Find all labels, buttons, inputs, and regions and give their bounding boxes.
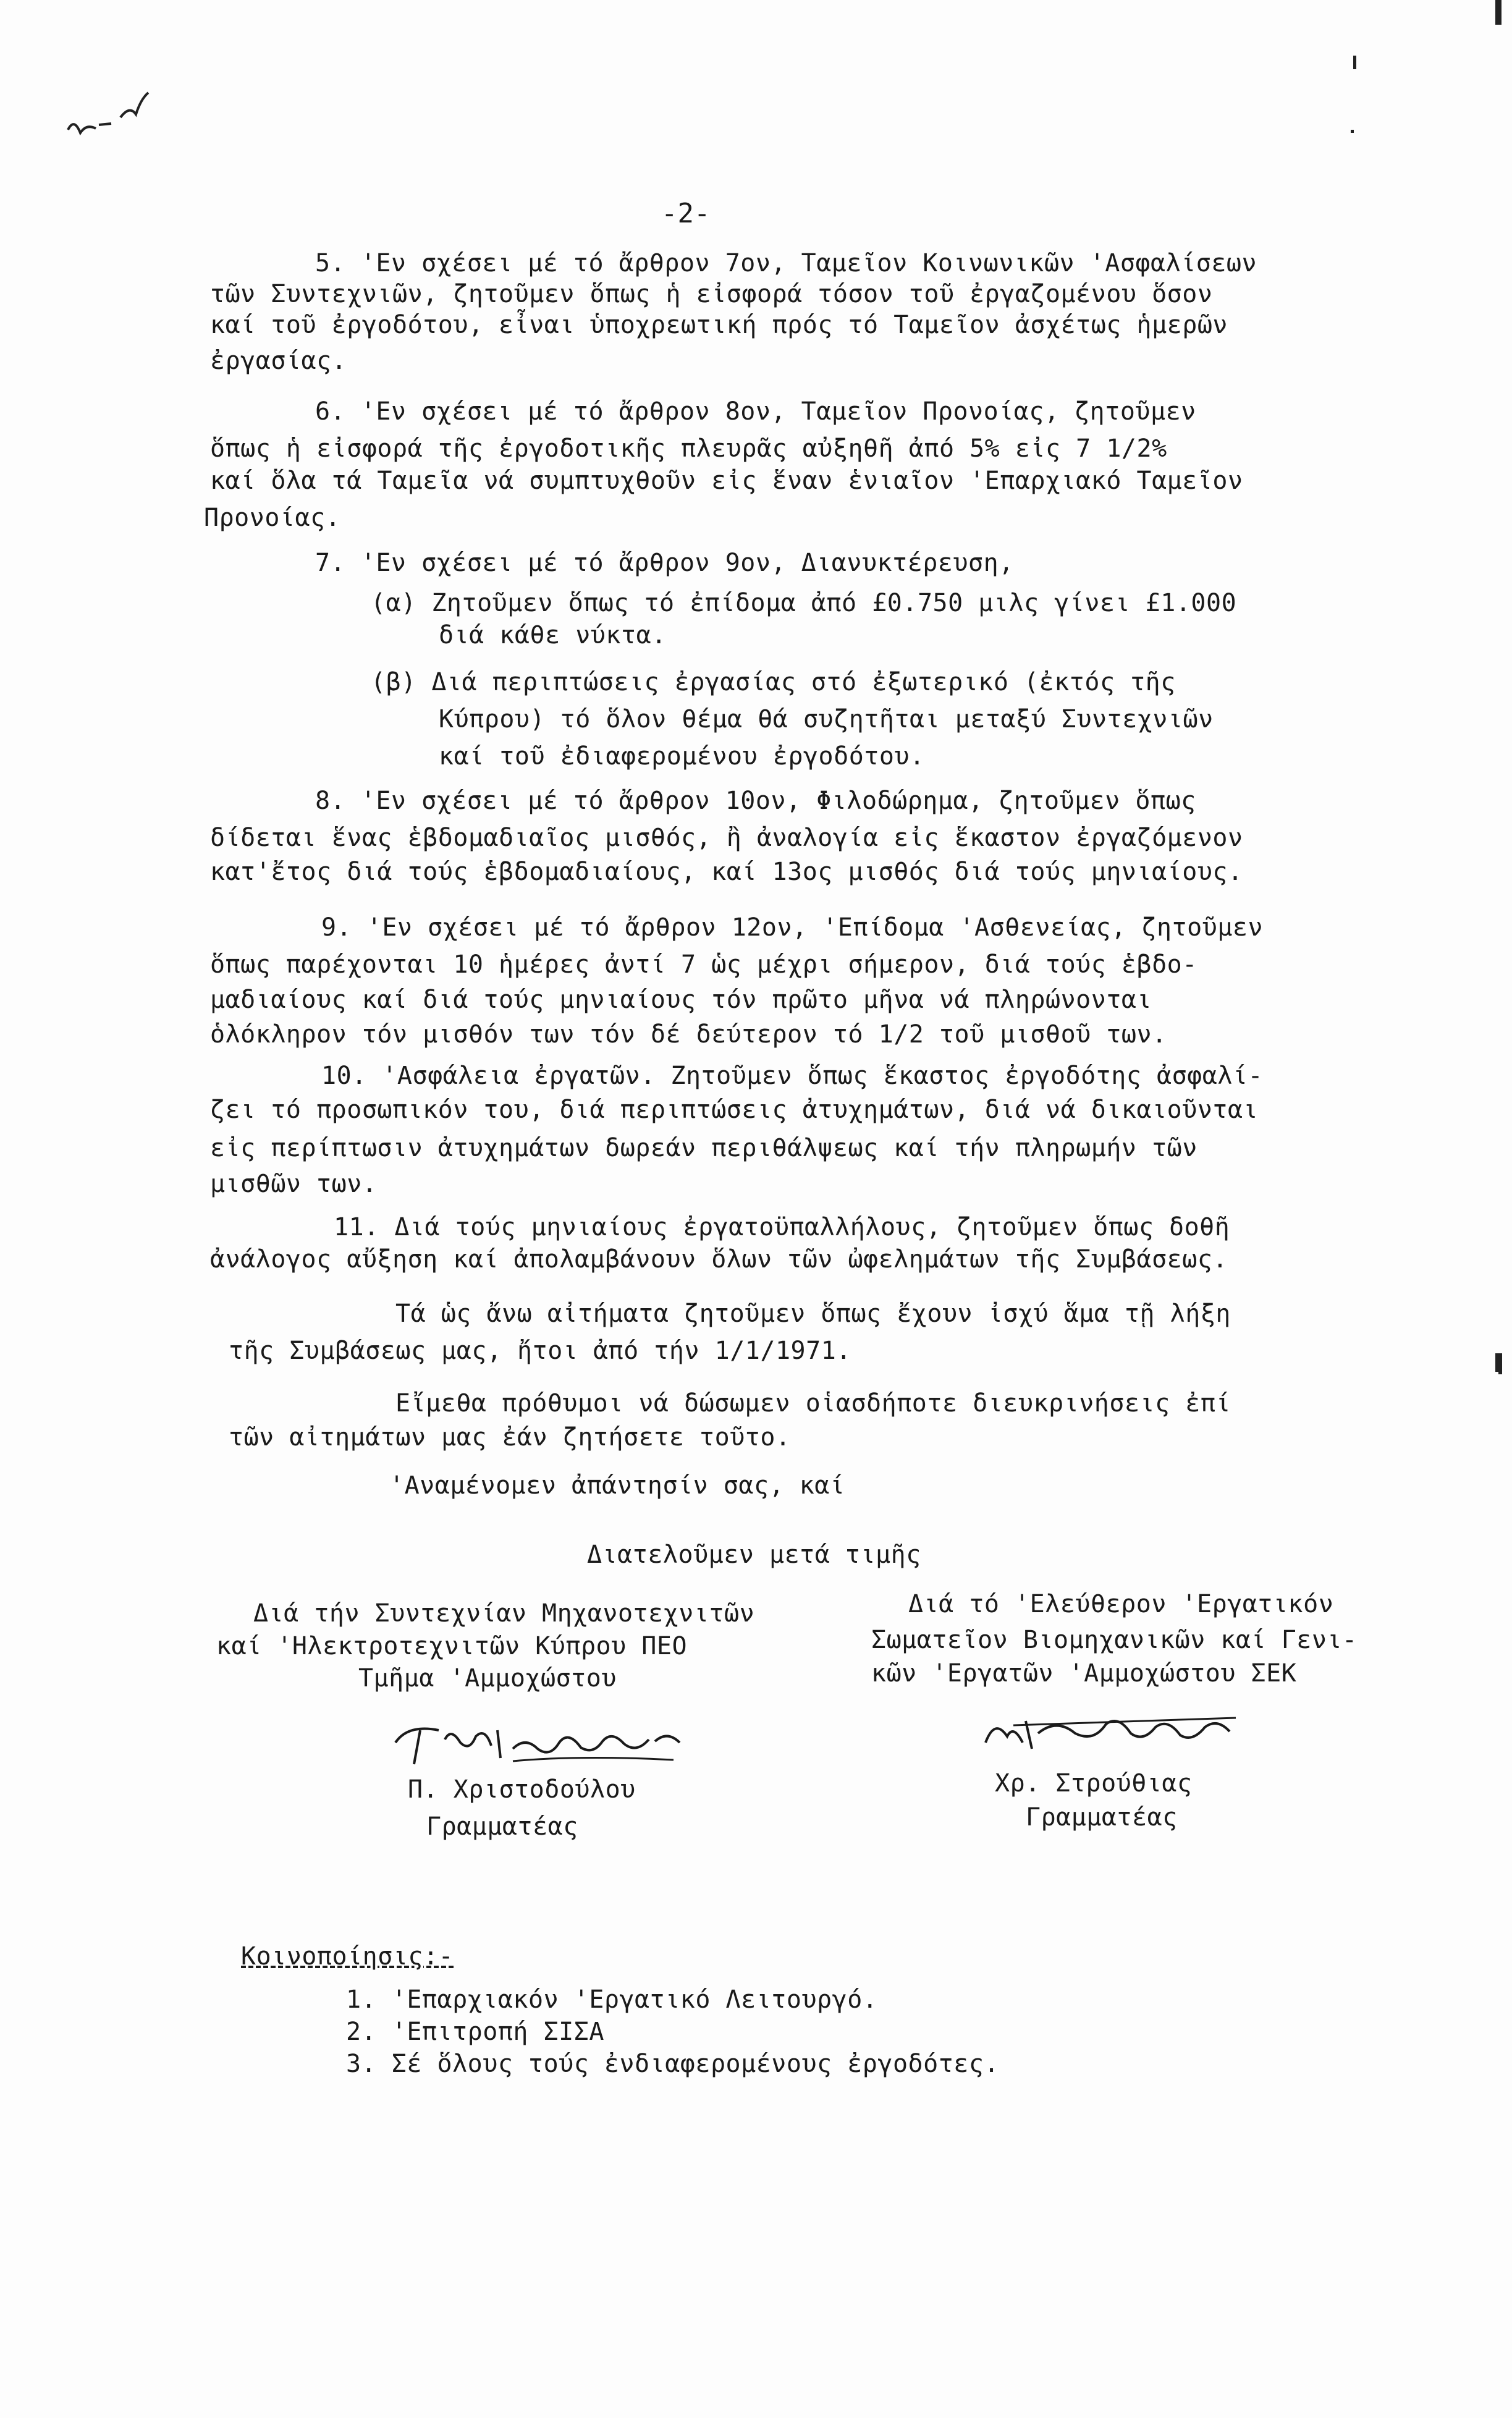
paragraph-9-line: μαδιαίους καί διά τούς μηνιαίους τόν πρῶτο μῆνα νά πληρώνονται [210,986,1152,1014]
paragraph-6-line: ὅπως ἡ εἰσφορά τῆς ἐργοδοτικῆς πλευρᾶς αὐξηθῆ ἀπό 5% εἰς 7 1/2% [210,434,1167,463]
right-signatory-name: Χρ. Στρούθιας [995,1769,1193,1798]
paragraph-5-line: 5. 'Εν σχέσει μέ τό ἄρθρον 7ον, Ταμεῖον Κοινωνικῶν 'Ασφαλίσεων [315,249,1257,277]
paragraph-8-line: κατ'ἔτος διά τούς ἑβδομαδιαίους, καί 13ος μισθός διά τούς μηνιαίους. [210,858,1243,886]
edge-mark [1495,0,1501,25]
edge-mark [1353,56,1356,69]
left-signatory-name: Π. Χριστοδούλου [408,1775,636,1804]
paragraph-10-line: μισθῶν των. [210,1170,378,1198]
closing-line: τῶν αἰτημάτων μας ἐάν ζητήσετε τοῦτο. [229,1423,791,1452]
paragraph-6-line: καί ὅλα τά Ταμεῖα νά συμπτυχθοῦν εἰς ἕναν ἑνιαῖον 'Επαρχιακό Ταμεῖον [210,467,1243,495]
paragraph-10-line: 10. 'Ασφάλεια ἐργατῶν. Ζητοῦμεν ὅπως ἕκαστος ἐργοδότης ἀσφαλί- [321,1062,1264,1090]
margin-scribble [62,80,173,148]
paragraph-9-line: 9. 'Εν σχέσει μέ τό ἄρθρον 12ον, 'Επίδομα 'Ασθενείας, ζητοῦμεν [321,913,1264,942]
right-signatory-org: Διά τό 'Ελεύθερον 'Εργατικόν [908,1590,1334,1618]
right-signatory-org: Σωματεῖον Βιομηχανικῶν καί Γενι- [871,1626,1358,1654]
paragraph-9-line: ὁλόκληρον τόν μισθόν των τόν δέ δεύτερον τό 1/2 τοῦ μισθοῦ των. [210,1020,1167,1049]
paragraph-11-line: 11. Διά τούς μηνιαίους ἐργατοϋπαλλήλους, ζητοῦμεν ὅπως δοθῆ [334,1213,1230,1241]
paragraph-7b-line: καί τοῦ ἐδιαφερομένου ἐργοδότου. [439,742,925,771]
regards-line: Διατελοῦμεν μετά τιμῆς [587,1541,921,1569]
paragraph-5-line: καί τοῦ ἐργοδότου, εἶναι ὑποχρεωτική πρός τό Ταμεῖον ἀσχέτως ἡμερῶν [210,311,1228,339]
closing-line: Εἴμεθα πρόθυμοι νά δώσωμεν οἱασδήποτε διευκρινήσεις ἐπί [395,1389,1231,1418]
right-signatory-org: κῶν 'Εργατῶν 'Αμμοχώστου ΣΕΚ [871,1659,1297,1688]
cc-heading: Κοινοποίησις:- [241,1942,454,1971]
paragraph-6-line: 6. 'Εν σχέσει μέ τό ἄρθρον 8ον, Ταμεῖον Προνοίας, ζητοῦμεν [315,397,1196,426]
cc-item: 3. Σέ ὅλους τούς ἐνδιαφερομένους ἐργοδότες. [346,2050,1000,2078]
closing-line: Τά ὡς ἄνω αἰτήματα ζητοῦμεν ὅπως ἔχουν ἰσχύ ἅμα τῇ λήξη [395,1300,1231,1328]
paragraph-7b-line: Κύπρου) τό ὅλον θέμα θά συζητῆται μεταξύ Συντεχνιῶν [439,705,1214,733]
left-signatory-org: Διά τήν Συντεχνίαν Μηχανοτεχνιτῶν [253,1599,755,1628]
paragraph-9-line: ὅπως παρέχονται 10 ἡμέρες ἀντί 7 ὡς μέχρι σήμερον, διά τούς ἑβδο- [210,950,1197,979]
paragraph-7-line: 7. 'Εν σχέσει μέ τό ἄρθρον 9ον, Διανυκτέρευση, [315,549,1014,577]
paragraph-10-line: ζει τό προσωπικόν του, διά περιπτώσεις ἀτυχημάτων, διά νά δικαιοῦνται [210,1096,1259,1124]
left-signatory-org: Τμῆμα 'Αμμοχώστου [358,1664,617,1693]
paragraph-8-line: δίδεται ἕνας ἑβδομαδιαῖος μισθός, ἢ ἀναλογία εἰς ἕκαστον ἐργαζόμενον [210,824,1243,852]
paragraph-6-line: Προνοίας. [204,504,341,532]
paragraph-5-line: τῶν Συντεχνιῶν, ζητοῦμεν ὅπως ἡ εἰσφορά τόσον τοῦ ἐργαζομένου ὅσον [210,280,1213,308]
paragraph-7a-line: (α) Ζητοῦμεν ὅπως τό ἐπίδομα ἀπό £0.750 μιλς γίνει £1.000 [371,589,1237,617]
left-signature [383,1706,692,1773]
paragraph-5-line: ἐργασίας. [210,347,347,375]
page-number: -2- [661,198,711,229]
closing-line: τῆς Συμβάσεως μας, ἤτοι ἀπό τήν 1/1/1971. [229,1337,851,1365]
paragraph-8-line: 8. 'Εν σχέσει μέ τό ἄρθρον 10ον, Φιλοδώρημα, ζητοῦμεν ὅπως [315,787,1196,815]
left-signatory-org: καί 'Ηλεκτροτεχνιτῶν Κύπρου ΠΕΟ [216,1632,688,1660]
right-signatory-role: Γραμματέας [1026,1803,1178,1832]
cc-item: 1. 'Επαρχιακόν 'Εργατικό Λειτουργό. [346,1985,878,2014]
edge-mark [1498,1353,1502,1374]
edge-mark [1351,130,1354,133]
paragraph-7a-line: διά κάθε νύκτα. [439,621,667,649]
cc-item: 2. 'Επιτροπή ΣΙΣΑ [346,2018,604,2046]
closing-line: 'Αναμένομεν ἀπάντησίν σας, καί [389,1471,845,1500]
right-signature [976,1699,1254,1761]
paragraph-7b-line: (β) Διά περιπτώσεις ἐργασίας στό ἐξωτερικό (ἐκτός τῆς [371,668,1176,696]
paragraph-11-line: ἀνάλογος αὔξηση καί ἀπολαμβάνουν ὅλων τῶν ὠφελημάτων τῆς Συμβάσεως. [210,1245,1228,1274]
left-signatory-role: Γραμματέας [426,1812,578,1841]
paragraph-10-line: εἰς περίπτωσιν ἀτυχημάτων δωρεάν περιθάλψεως καί τήν πληρωμήν τῶν [210,1134,1197,1162]
